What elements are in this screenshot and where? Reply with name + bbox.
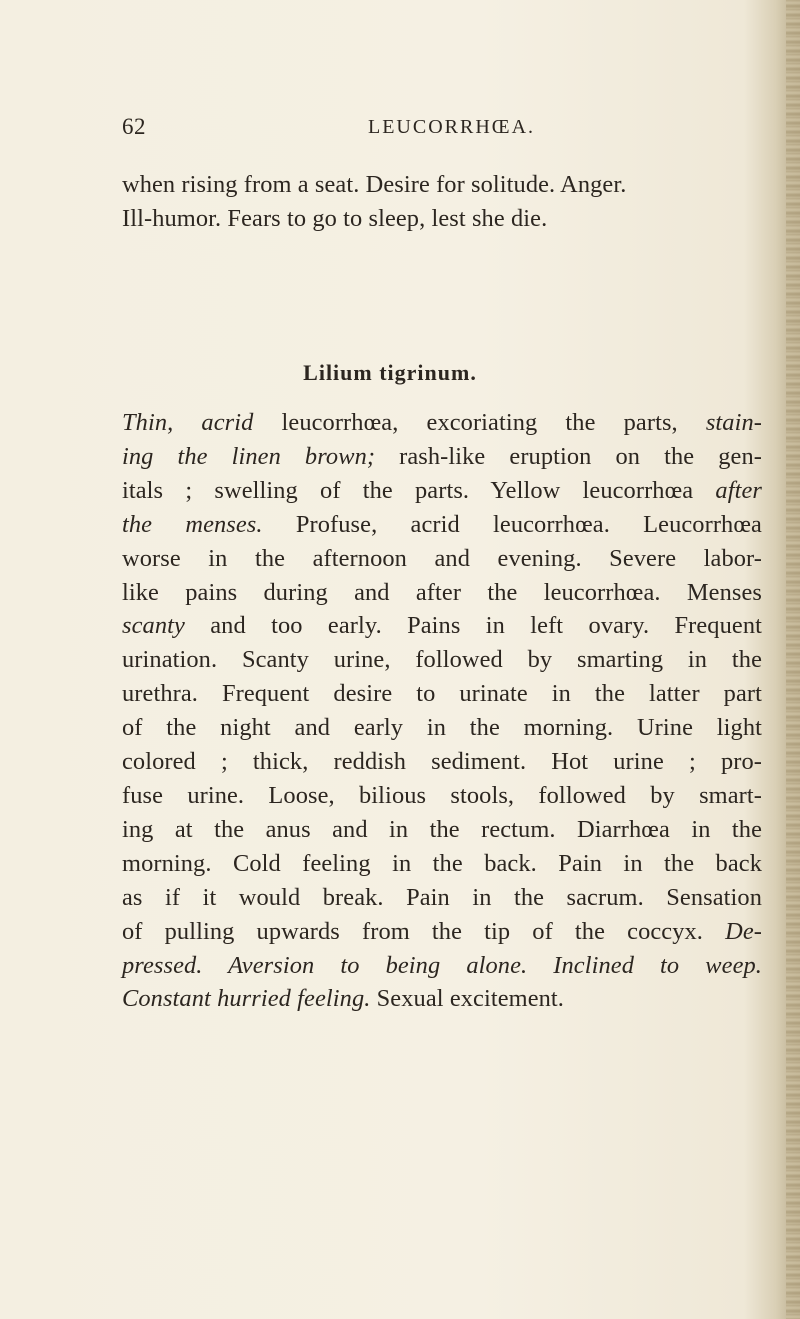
body-line bbox=[122, 881, 762, 915]
body-line bbox=[122, 949, 762, 983]
body-line bbox=[122, 643, 762, 677]
text-run: colored ; thick, reddish sediment. Hot urine ; pro- bbox=[122, 748, 762, 776]
body-line bbox=[122, 677, 762, 711]
body-line bbox=[122, 915, 762, 949]
page-edge bbox=[786, 0, 800, 1319]
body-line bbox=[122, 711, 762, 745]
section-heading: Lilium tigrinum. bbox=[303, 360, 477, 385]
italic-phrase: Thin, acrid bbox=[122, 409, 254, 436]
body-line bbox=[122, 474, 762, 508]
italic-phrase: stain- bbox=[705, 409, 762, 436]
text-run: itals ; swelling of the parts. Yellow leucorrhœa bbox=[122, 476, 716, 504]
italic-phrase: Constant hurried feeling. bbox=[122, 985, 371, 1013]
italic-phrase: pressed. Aversion to being alone. Inclined to weep. bbox=[122, 951, 762, 979]
text-run: like pains during and after the leucorrhœa. Menses bbox=[122, 578, 762, 606]
text-run: urethra. Frequent desire to urinate in the latter part bbox=[122, 680, 762, 708]
body-line bbox=[122, 440, 762, 474]
text-run: of the night and early in the morning. Urine light bbox=[122, 714, 762, 742]
text-run: as if it would break. Pain in the sacrum. Sensation bbox=[122, 883, 762, 911]
page-number: 62 bbox=[122, 114, 146, 139]
text-run: leucorrhœa, excoriating the parts, bbox=[253, 409, 706, 436]
text-run: Profuse, acrid leucorrhœa. Leucorrhœa bbox=[262, 510, 762, 538]
text-run: of pulling upwards from the tip of the coccyx. bbox=[122, 917, 726, 945]
body-line bbox=[122, 745, 762, 779]
text-run: and too early. Pains in left ovary. Frequent bbox=[184, 612, 762, 640]
italic-phrase: scanty bbox=[122, 612, 185, 640]
intro-line: when rising from a seat. Desire for solitude. Anger. bbox=[122, 171, 627, 198]
italic-phrase: ing the linen brown; bbox=[122, 442, 376, 470]
body-line bbox=[122, 576, 762, 610]
body-line bbox=[122, 609, 762, 643]
text-run: rash-like eruption on the gen- bbox=[375, 442, 762, 470]
text-run: fuse urine. Loose, bilious stools, followed by smart- bbox=[122, 781, 762, 809]
body-line bbox=[122, 406, 762, 440]
text-run: ing at the anus and in the rectum. Diarrhœa in the bbox=[122, 815, 762, 843]
body-line bbox=[122, 982, 762, 1016]
italic-phrase: De- bbox=[725, 917, 762, 945]
italic-phrase: after bbox=[715, 476, 762, 504]
body-line bbox=[122, 508, 762, 542]
body-line bbox=[122, 779, 762, 813]
intro-paragraph bbox=[122, 168, 762, 236]
section-body bbox=[122, 406, 762, 1016]
running-head: LEUCORRHŒA. bbox=[368, 116, 536, 138]
body-line bbox=[122, 813, 762, 847]
body-line bbox=[122, 847, 762, 881]
intro-line: Ill-humor. Fears to go to sleep, lest she die. bbox=[122, 204, 548, 232]
text-run: urination. Scanty urine, followed by smarting in the bbox=[122, 646, 762, 674]
body-line bbox=[122, 542, 762, 576]
text-run: Sexual excitement. bbox=[370, 985, 565, 1013]
page-header bbox=[122, 114, 762, 146]
italic-phrase: the menses. bbox=[122, 510, 263, 538]
text-run: morning. Cold feeling in the back. Pain in the back bbox=[122, 849, 762, 877]
text-run: worse in the afternoon and evening. Severe labor- bbox=[122, 544, 762, 572]
